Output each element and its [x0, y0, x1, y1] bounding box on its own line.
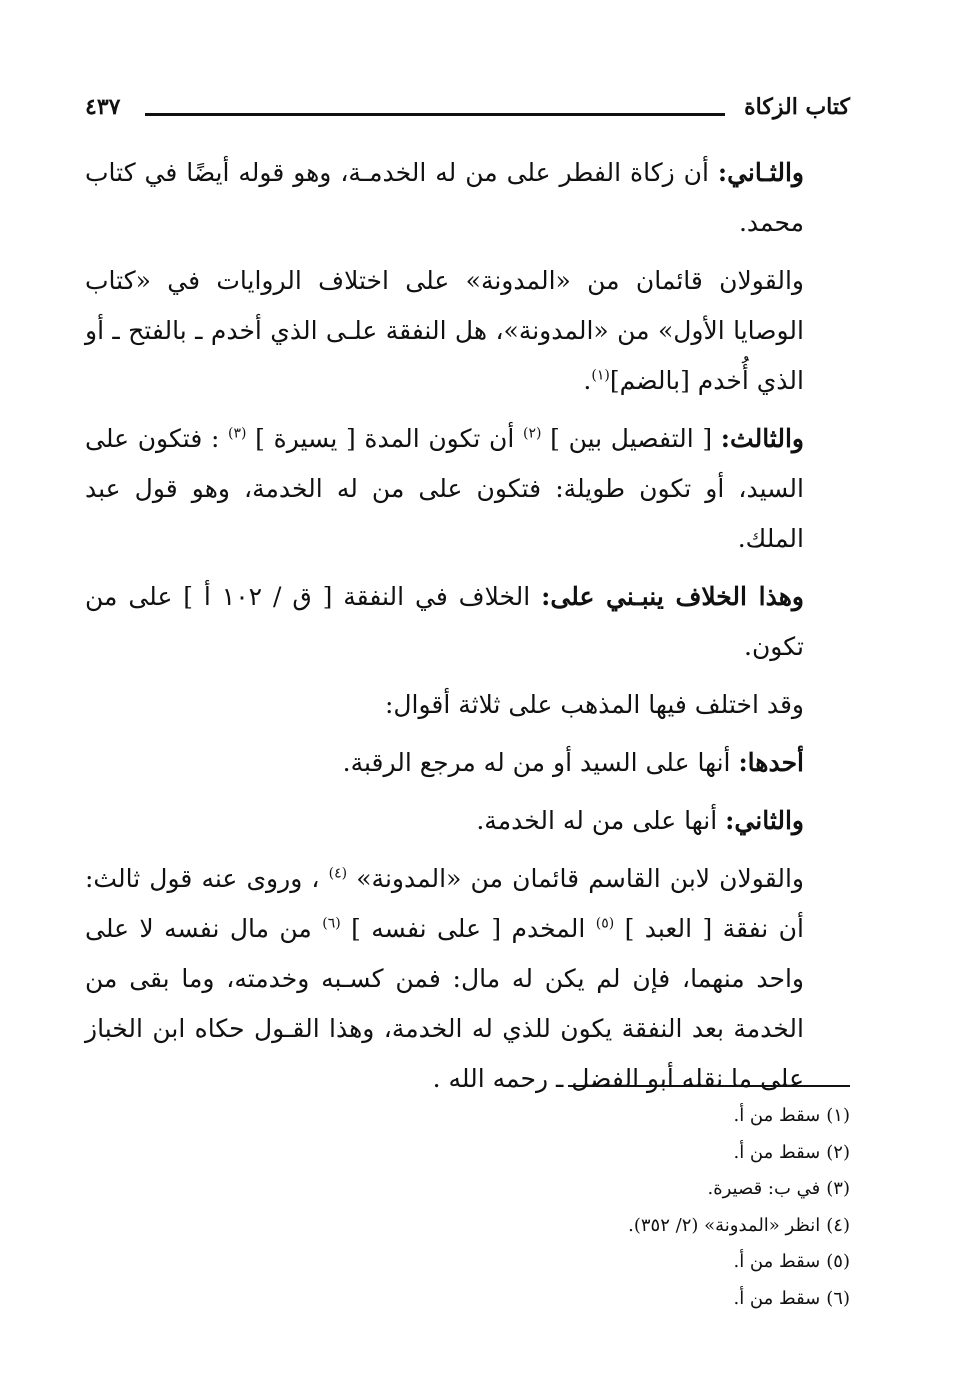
- footnote-6: [250, 1281, 850, 1318]
- footnote-ref-6[interactable]: (٦): [322, 915, 341, 932]
- paragraph-2: [85, 256, 850, 406]
- footnote-number: (٥): [826, 1251, 850, 1272]
- paragraph-text: ، وروى عنه قول ثالث: أن نفقة [ العبد ]: [85, 864, 804, 943]
- paragraph-lead: والثـاني:: [717, 158, 804, 187]
- footnote-text: سقط من أ.: [733, 1141, 821, 1163]
- paragraph-text: وقد اختلف فيها المذهب على ثلاثة أقوال:: [384, 690, 804, 719]
- footnote-number: (٦): [826, 1287, 850, 1309]
- paragraph-lead: أحدها:: [738, 748, 804, 777]
- footnote-2: [250, 1135, 850, 1172]
- paragraph-text: : فتكون على السيد، أو تكون طويلة: فتكون على من له الخدمة، وهو قول عبد الملك.: [85, 424, 804, 553]
- paragraph-text: الخلاف في النفقة [ ق / ١٠٢ أ ] على من تكون.: [85, 582, 804, 661]
- footnote-text: سقط من أ.: [733, 1105, 821, 1126]
- footnote-4: [250, 1208, 850, 1245]
- paragraph-text: والقولان لابن القاسم قائمان من «المدونة»: [347, 864, 804, 893]
- footnote-number: (٢): [826, 1141, 850, 1163]
- paragraph-text: والقولان قائمان من «المدونة» على اختلاف الروايات في «كتاب الوصايا الأول» من «المدونة»، هل النفقة علـى الذي أخدم ـ بالفتح ـ أو الذي أُخدم [بالضم]: [85, 266, 804, 395]
- footnote-5: [250, 1244, 850, 1281]
- footnotes: [250, 1098, 850, 1317]
- paragraph-8: [85, 854, 850, 1104]
- header-rule: [145, 113, 725, 116]
- footnote-ref-2[interactable]: (٢): [523, 425, 542, 442]
- paragraph-text: .: [583, 366, 592, 395]
- footnote-text: انظر «المدونة» (٢/ ٣٥٢).: [628, 1214, 821, 1236]
- footnote-text: سقط من أ.: [733, 1287, 821, 1309]
- footnote-text: سقط من أ.: [733, 1251, 821, 1272]
- paragraph-text: أنها على من له الخدمة.: [476, 806, 726, 835]
- paragraph-text: أن تكون المدة [ يسيرة ]: [246, 424, 524, 453]
- footnote-1: [250, 1098, 850, 1135]
- footnote-3: [250, 1171, 850, 1208]
- footnote-number: (٣): [826, 1178, 850, 1199]
- paragraph-text: [ التفصيل بين ]: [541, 424, 721, 453]
- footnote-number: (٤): [826, 1214, 850, 1236]
- page-number: ٤٣٧: [85, 94, 121, 120]
- paragraph-lead: والثالث:: [720, 424, 804, 453]
- footnote-ref-3[interactable]: (٣): [228, 425, 247, 442]
- paragraph-lead: والثاني:: [725, 806, 804, 835]
- paragraph-text: المخدم [ على نفسه ]: [340, 914, 596, 943]
- paragraph-1: [85, 148, 850, 248]
- footnote-number: (١): [826, 1105, 850, 1126]
- paragraph-3: [85, 414, 850, 564]
- running-title: كتاب الزكاة: [744, 94, 850, 120]
- footnote-ref-5[interactable]: (٥): [595, 915, 615, 932]
- main-text: [85, 148, 850, 1112]
- footnote-ref-1[interactable]: (١): [591, 367, 610, 384]
- paragraph-text: أنها على السيد أو من له مرجع الرقبة.: [342, 748, 739, 777]
- paragraph-lead: وهذا الخلاف ينبـني على:: [541, 582, 804, 611]
- footnote-text: في ب: قصيرة.: [707, 1178, 821, 1199]
- paragraph-4: [85, 572, 850, 672]
- footnote-separator: [568, 1085, 850, 1087]
- paragraph-7: [85, 796, 850, 846]
- footnote-ref-4[interactable]: (٤): [328, 865, 348, 882]
- page-header: [85, 92, 850, 132]
- paragraph-text: من مال نفسه لا على واحد منهما، فإن لم يكن له مال: فمن كسـبه وخدمته، وما بقى من الخدمة بعد النفقة يكون للذي له الخدمة، وهذا القـول حكاه ابن الخباز على ما نقله أبو الفضل ـ رحمه الله .: [85, 914, 804, 1093]
- paragraph-text: أن زكاة الفطر على من له الخدمـة، وهو قوله أيضًا في كتاب محمد.: [85, 158, 804, 237]
- paragraph-5: [85, 680, 850, 730]
- paragraph-6: [85, 738, 850, 788]
